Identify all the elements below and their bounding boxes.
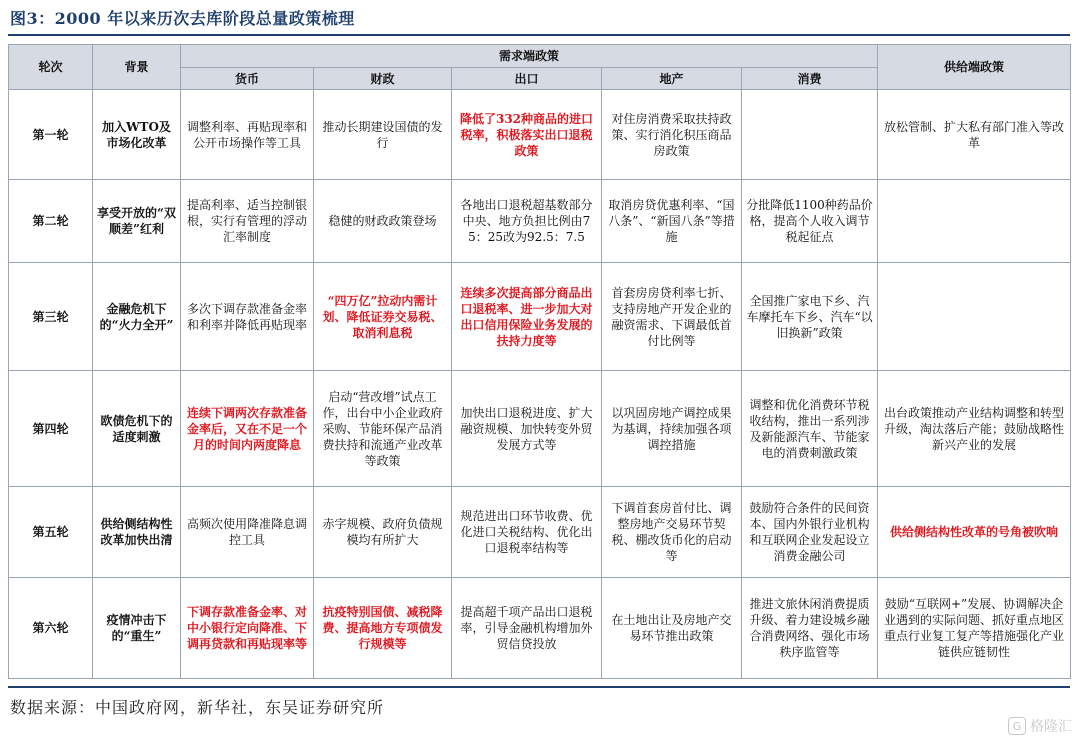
background-cell: 金融危机下的“火力全开”	[93, 263, 181, 371]
property-cell: 在土地出让及房地产交易环节推出政策	[602, 578, 742, 679]
fiscal-cell: 推动长期建设国债的发行	[314, 90, 452, 180]
supply-cell	[878, 180, 1071, 263]
round-cell: 第五轮	[9, 487, 93, 578]
consumption-cell: 分批降低1100种药品价格，提高个人收入调节税起征点	[742, 180, 878, 263]
fiscal-cell: “四万亿”拉动内需计划、降低证券交易税、取消利息税	[314, 263, 452, 371]
header-currency: 货币	[181, 68, 314, 90]
background-cell: 疫情冲击下的“重生”	[93, 578, 181, 679]
policy-table	[8, 44, 1071, 679]
consumption-cell: 全国推广家电下乡、汽车摩托车下乡、汽车“以旧换新”政策	[742, 263, 878, 371]
table-row	[9, 371, 1071, 487]
supply-cell: 放松管制、扩大私有部门准入等改革	[878, 90, 1071, 180]
header-export: 出口	[452, 68, 602, 90]
watermark	[1008, 716, 1072, 736]
currency-cell: 连续下调两次存款准备金率后，又在不足一个月的时间内两度降息	[181, 371, 314, 487]
background-cell: 欧债危机下的适度刺激	[93, 371, 181, 487]
supply-cell: 鼓励“互联网+”发展、协调解决企业遇到的实际问题、抓好重点地区重点行业复工复产等措施强化产业链供应链韧性	[878, 578, 1071, 679]
header-property: 地产	[602, 68, 742, 90]
table-row	[9, 180, 1071, 263]
fiscal-cell: 启动“营改增”试点工作，出台中小企业政府采购、节能环保产品消费扶持和流通产业改革等政策	[314, 371, 452, 487]
header-demand: 需求端政策	[181, 45, 878, 68]
header-round: 轮次	[9, 45, 93, 90]
consumption-cell	[742, 90, 878, 180]
export-cell: 规范进出口环节收费、优化进口关税结构、优化出口退税率结构等	[452, 487, 602, 578]
figure-title: 图3：2000 年以来历次去库阶段总量政策梳理	[10, 9, 355, 28]
table-row	[9, 90, 1071, 180]
currency-cell: 高频次使用降准降息调控工具	[181, 487, 314, 578]
property-cell: 首套房房贷利率七折、支持房地产开发企业的融资需求、下调最低首付比例等	[602, 263, 742, 371]
export-cell: 提高超千项产品出口退税率，引导金融机构增加外贸信贷投放	[452, 578, 602, 679]
property-cell: 以巩固房地产调控成果为基调，持续加强各项调控措施	[602, 371, 742, 487]
export-cell: 降低了332种商品的进口税率，积极落实出口退税政策	[452, 90, 602, 180]
export-cell: 各地出口退税超基数部分中央、地方负担比例由75：25改为92.5：7.5	[452, 180, 602, 263]
consumption-cell: 推进文旅休闲消费提质升级、着力建设城乡融合消费网络、强化市场秩序监管等	[742, 578, 878, 679]
property-cell: 取消房贷优惠利率、“国八条”、“新国八条”等措施	[602, 180, 742, 263]
export-cell: 加快出口退税进度、扩大融资规模、加快转变外贸发展方式等	[452, 371, 602, 487]
top-divider	[8, 34, 1070, 36]
header-consumption: 消费	[742, 68, 878, 90]
background-cell: 享受开放的“双顺差”红利	[93, 180, 181, 263]
header-background: 背景	[93, 45, 181, 90]
supply-cell	[878, 263, 1071, 371]
table-row	[9, 578, 1071, 679]
round-cell: 第二轮	[9, 180, 93, 263]
currency-cell: 提高利率、适当控制银根，实行有管理的浮动汇率制度	[181, 180, 314, 263]
export-cell: 连续多次提高部分商品出口退税率、进一步加大对出口信用保险业务发展的扶持力度等	[452, 263, 602, 371]
header-fiscal: 财政	[314, 68, 452, 90]
supply-cell: 出台政策推动产业结构调整和转型升级，淘汰落后产能；鼓励战略性新兴产业的发展	[878, 371, 1071, 487]
gelonghui-logo-icon: G	[1008, 717, 1026, 735]
round-cell: 第六轮	[9, 578, 93, 679]
header-supply: 供给端政策	[878, 45, 1071, 90]
round-cell: 第三轮	[9, 263, 93, 371]
fiscal-cell: 稳健的财政政策登场	[314, 180, 452, 263]
fiscal-cell: 抗疫特别国债、减税降费、提高地方专项债发行规模等	[314, 578, 452, 679]
currency-cell: 下调存款准备金率、对中小银行定向降准、下调再贷款和再贴现率等	[181, 578, 314, 679]
header-row-1	[9, 45, 1071, 68]
background-cell: 加入WTO及市场化改革	[93, 90, 181, 180]
currency-cell: 多次下调存款准备金率和利率并降低再贴现率	[181, 263, 314, 371]
bottom-divider	[8, 686, 1070, 688]
watermark-text: 格隆汇	[1030, 719, 1072, 735]
background-cell: 供给侧结构性改革加快出清	[93, 487, 181, 578]
table-row	[9, 487, 1071, 578]
data-source-note: 数据来源：中国政府网，新华社，东吴证券研究所	[10, 698, 385, 717]
currency-cell: 调整利率、再贴现率和公开市场操作等工具	[181, 90, 314, 180]
property-cell: 对住房消费采取扶持政策、实行消化积压商品房政策	[602, 90, 742, 180]
table-row	[9, 263, 1071, 371]
consumption-cell: 鼓励符合条件的民间资本、国内外银行业机构和互联网企业发起设立消费金融公司	[742, 487, 878, 578]
property-cell: 下调首套房首付比、调整房地产交易环节契税、棚改货币化的启动等	[602, 487, 742, 578]
round-cell: 第四轮	[9, 371, 93, 487]
supply-cell: 供给侧结构性改革的号角被吹响	[878, 487, 1071, 578]
round-cell: 第一轮	[9, 90, 93, 180]
consumption-cell: 调整和优化消费环节税收结构，推出一系列涉及新能源汽车、节能家电的消费刺激政策	[742, 371, 878, 487]
fiscal-cell: 赤字规模、政府负债规模均有所扩大	[314, 487, 452, 578]
